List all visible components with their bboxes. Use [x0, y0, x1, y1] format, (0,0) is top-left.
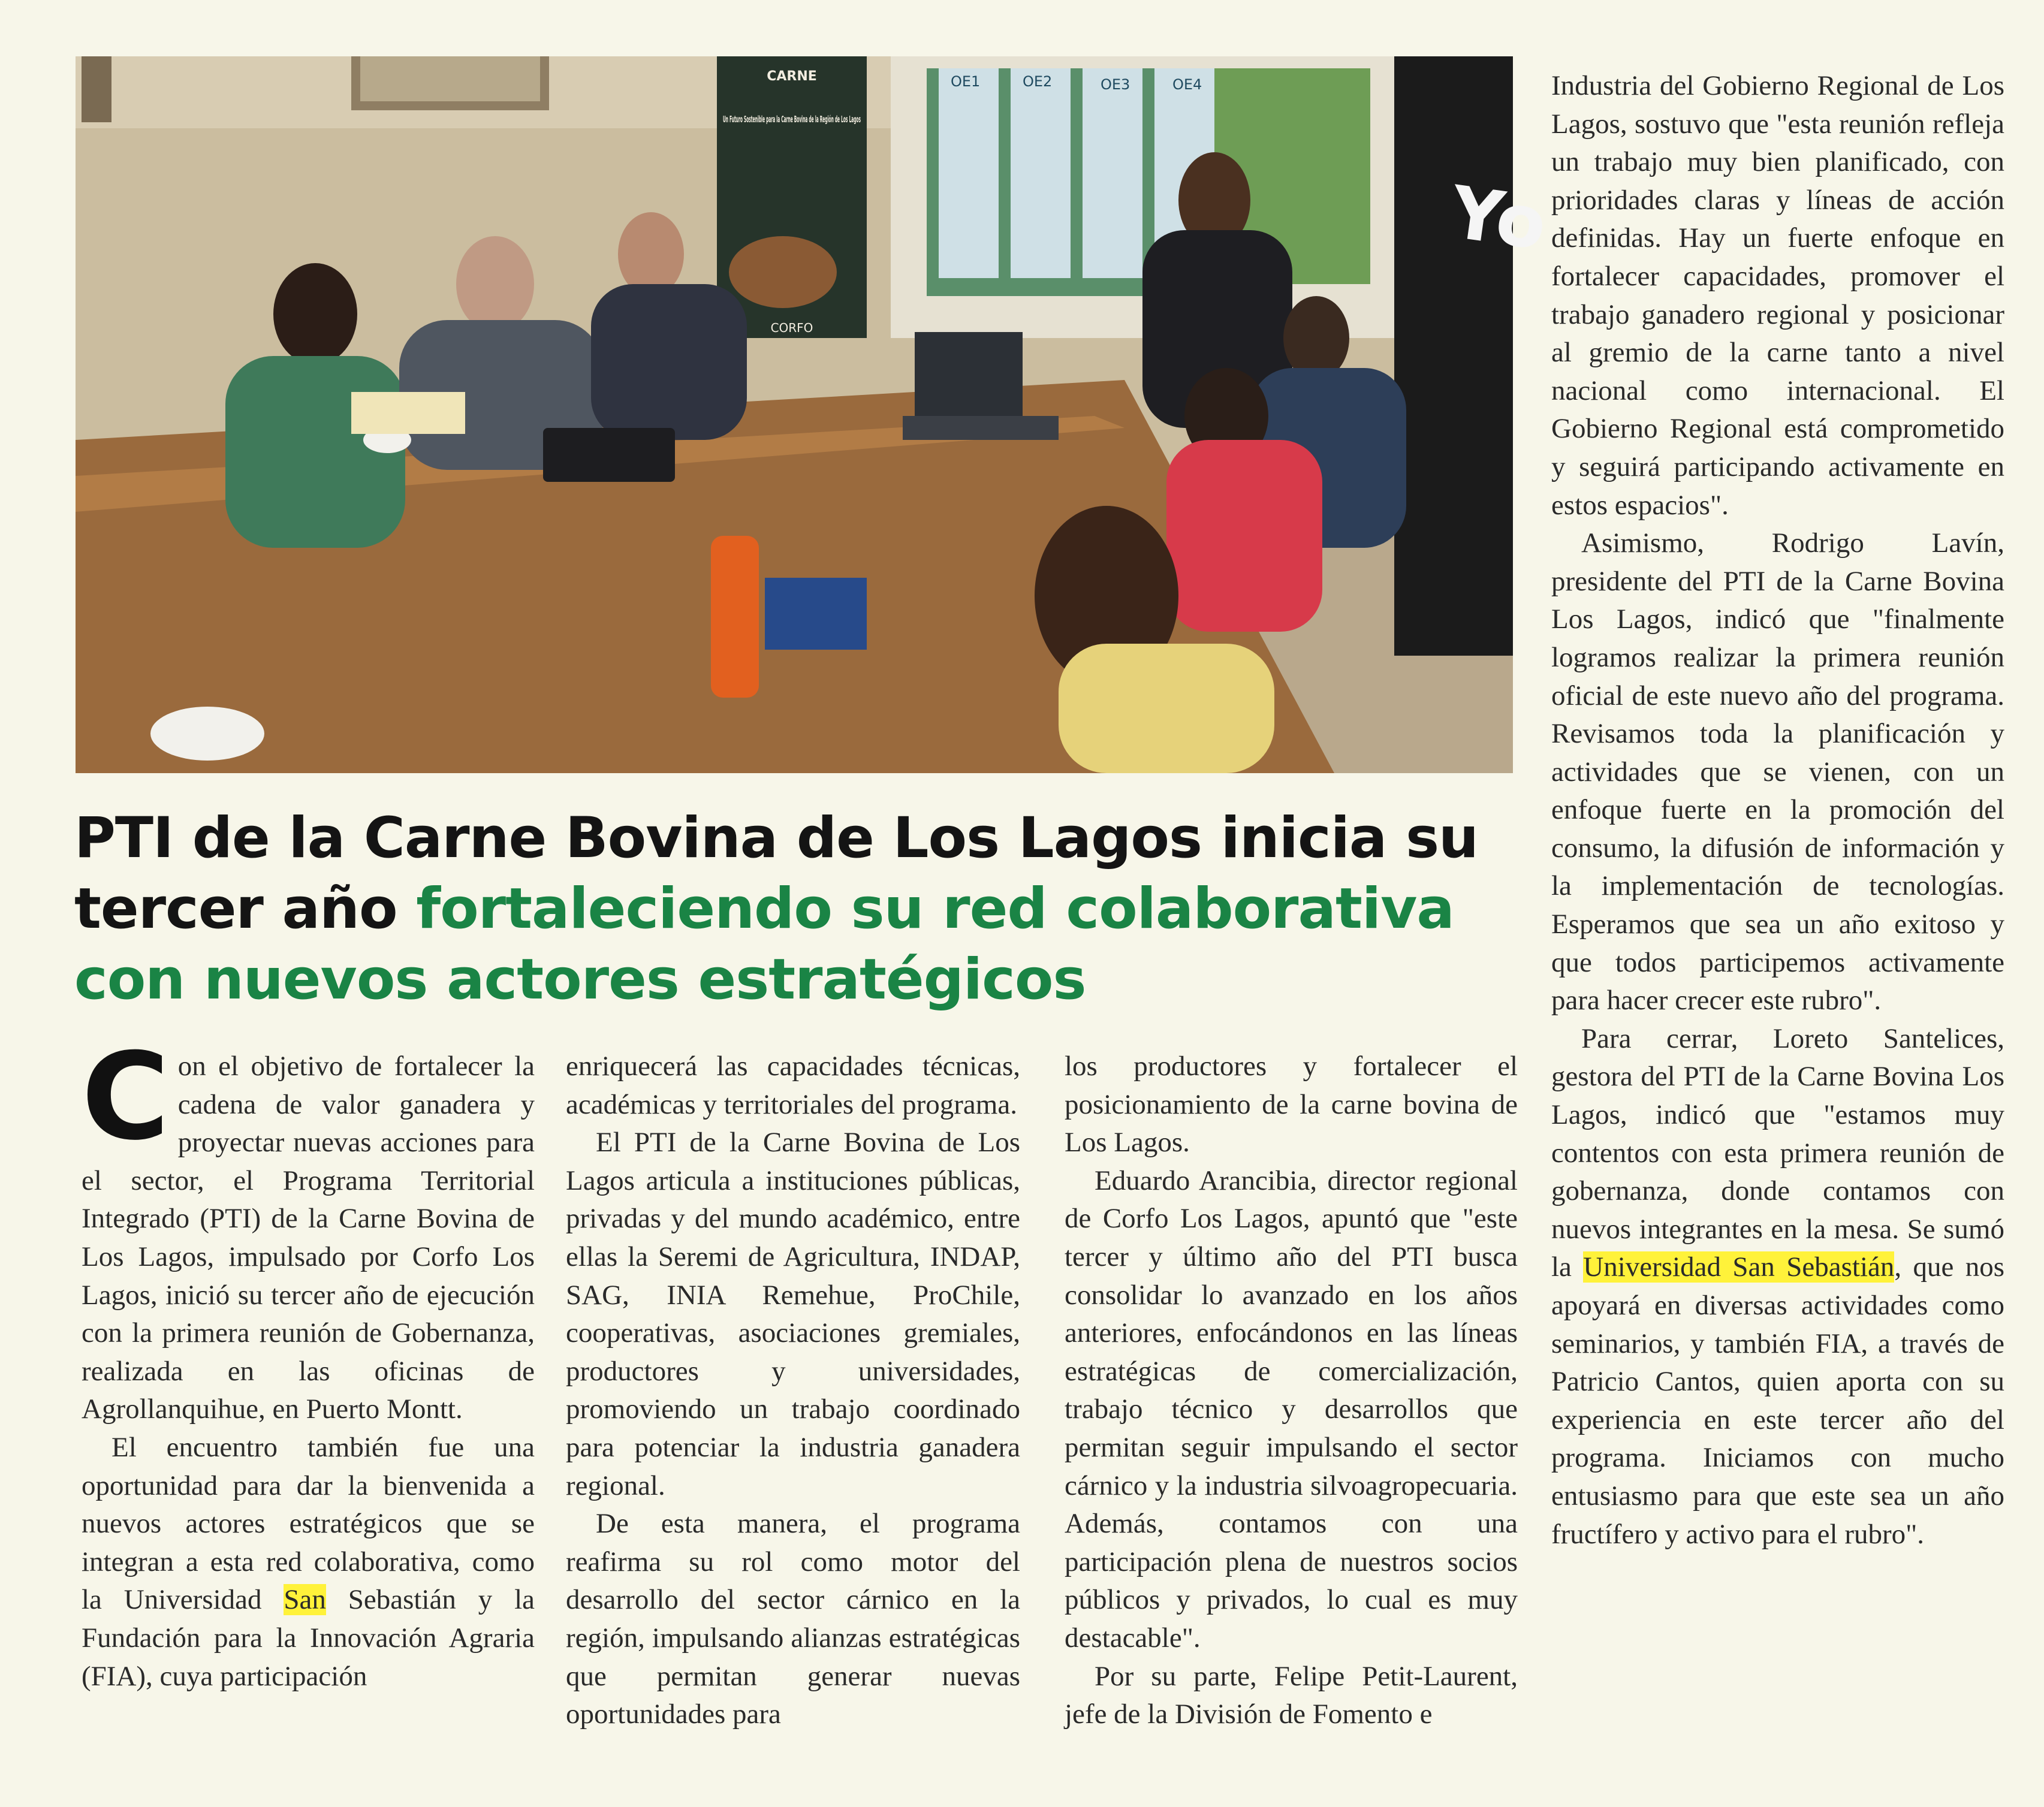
slide-label-1: OE1 [951, 73, 981, 90]
headline-green: fortaleciendo su red colaborativa con nuevos actores estratégicos [74, 876, 1454, 1012]
meeting-photo-illustration [76, 56, 1552, 773]
paragraph: De esta manera, el programa reafirma su rol como motor del desarrollo del sector cárnico en la región, impulsando alianzas estratégicas que permitan generar nuevas oportunidades para [566, 1508, 1020, 1730]
paragraph: Industria del Gobierno Regional de Los Lagos, sostuvo que "esta reunión refleja un trabajo muy bien planificado, con prioridades claras y líneas de acción definidas. Hay un fuerte enfoque en fortalecer capacidades, promover el trabajo ganadero regional y posicionar al gremio de la carne tanto a nivel nacional como internacional. El Gobierno Regional está comprometido y seguirá participando activamente en estos espacios". [1551, 70, 2004, 521]
paragraph: El PTI de la Carne Bovina de Los Lagos articula a instituciones públicas, privadas y del mundo académico, entre ellas la Seremi de Agricultura, INDAP, SAG, INIA Remehue, ProChile, cooperativas, asociaciones gremiales, productores y universidades, promoviendo un trabajo coordinado para potenciar la industria ganadera regional. [566, 1127, 1020, 1501]
banner-tagline: Un Futuro Sostenible para la Carne Bovina de la Región de Los Lagos [723, 114, 861, 125]
highlighted-text: Universidad San Sebastián [1583, 1251, 1895, 1283]
slide-label-3: OE3 [1101, 76, 1130, 93]
right-banner-text: Yo [1445, 171, 1552, 267]
paragraph: los productores y fortalecer el posicionamiento de la carne bovina de Los Lagos. [1065, 1051, 1518, 1159]
banner-sponsor: CORFO [770, 321, 813, 335]
highlighted-text: San [284, 1584, 326, 1616]
orange-tumbler [711, 536, 759, 698]
meeting-photo [76, 56, 1552, 773]
banner-brand: CARNE [767, 69, 817, 84]
paragraph: Por su parte, Felipe Petit-Laurent, jefe de la División de Fomento e [1065, 1660, 1518, 1730]
article-headline [74, 803, 1525, 1015]
article-column-3 [1065, 1048, 1518, 1734]
paragraph [82, 1027, 535, 1429]
paragraph-text: , que nos apoyará en diversas actividades como seminarios, y también FIA, a través de Patricio Cantos, quien aporta con su experiencia en este tercer año del programa. Iniciamos con mucho entusiasmo para que este sea un año fructífero y activo para el rubro". [1551, 1251, 2005, 1550]
paragraph-text: Sebastián y la Fundación para la Innovación Agraria (FIA), cuya participación [82, 1584, 535, 1692]
paragraph [82, 1429, 535, 1696]
paragraph: Asimismo, Rodrigo Lavín, presidente del PTI de la Carne Bovina Los Lagos, indicó que "finalmente logramos realizar la primera reunión oficial de este nuevo año del programa. Revisamos toda la planificación y actividades que se vienen, con un enfoque fuerte en la promoción del consumo, la difusión de información y la implementación de tecnologías. Esperamos que sea un año exitoso y que todos participemos activamente para hacer crecer este rubro". [1551, 527, 2004, 1016]
headline-black: PTI de la Carne Bovina de Los Lagos inicia su tercer año [74, 806, 1478, 942]
slide-label-4: OE4 [1172, 76, 1202, 93]
paragraph [1551, 1020, 2004, 1553]
paragraph: Eduardo Arancibia, director regional de Corfo Los Lagos, apuntó que "este tercer y último año del PTI busca consolidar lo avanzado en los años anteriores, enfocándonos en las líneas estratégicas de comercialización, trabajo técnico y desarrollos que permitan seguir impulsando el sector cárnico y la industria silvoagropecuaria. Además, contamos con una participación plena de nuestros socios públicos y privados, lo cual es muy destacable". [1065, 1165, 1518, 1654]
article-column-4 [1551, 67, 2004, 1553]
paragraph-text: on el objetivo de fortalecer la cadena de valor ganadera y proyectar nuevas acciones para el sector, el Programa Territorial Integrado (PTI) de la Carne Bovina de Los Lagos, impulsado por Corfo Los Lagos, inició su tercer año de ejecución con la primera reunión de Gobernanza, realizada en las oficinas de Agrollanquihue, en Puerto Montt. [82, 1051, 535, 1425]
drop-cap: C [82, 1027, 170, 1167]
paragraph: enriquecerá las capacidades técnicas, académicas y territoriales del programa. [566, 1051, 1020, 1120]
slide-label-2: OE2 [1023, 73, 1053, 90]
paragraph-text: El encuentro también fue una oportunidad para dar la bienvenida a nuevos actores estratégicos que se integran a esta red colaborativa, como la Universidad [82, 1431, 535, 1616]
article-column-1 [82, 1027, 535, 1696]
paragraph-text: Para cerrar, Loreto Santelices, gestora del PTI de la Carne Bovina Los Lagos, indicó que "estamos muy contentos con esta primera reunión de gobernanza, donde contamos con nuevos integrantes en la mesa. Se sumó la [1551, 1022, 2004, 1283]
rollup-banner [717, 56, 867, 338]
article-column-2 [566, 1048, 1020, 1734]
